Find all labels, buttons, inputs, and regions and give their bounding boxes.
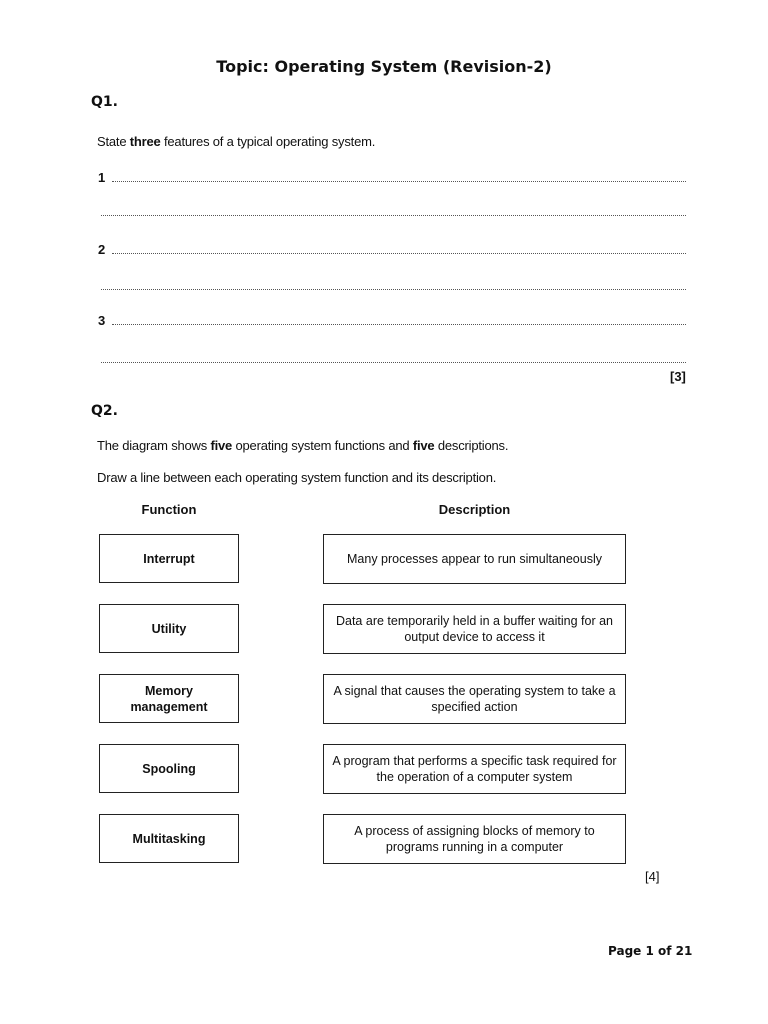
function-box-multitasking[interactable]: Multitasking [99, 814, 239, 863]
answer-line-1a[interactable] [112, 181, 686, 182]
description-box-2[interactable]: Data are temporarily held in a buffer waiting for an output device to access it [323, 604, 626, 654]
function-box-spooling[interactable]: Spooling [99, 744, 239, 793]
answer-number-2: 2 [98, 242, 106, 257]
answer-number-3: 3 [98, 313, 106, 328]
answer-line-1b[interactable] [101, 215, 686, 216]
description-box-3[interactable]: A signal that causes the operating system to take a specified action [323, 674, 626, 724]
q2-label: Q2. [91, 403, 118, 419]
function-column-header: Function [141, 502, 197, 517]
q1-marks: [3] [670, 369, 686, 384]
answer-line-2b[interactable] [101, 289, 686, 290]
function-box-memory-management[interactable]: Memory management [99, 674, 239, 723]
q1-stem: State three features of a typical operating system. [97, 134, 376, 149]
answer-line-3b[interactable] [101, 362, 686, 363]
description-column-header: Description [438, 502, 511, 517]
q1-label: Q1. [91, 94, 118, 110]
answer-line-2a[interactable] [112, 253, 686, 254]
answer-number-1: 1 [98, 170, 106, 185]
description-box-4[interactable]: A program that performs a specific task required for the operation of a computer system [323, 744, 626, 794]
q2-marks: [4] [645, 869, 660, 884]
page-title: Topic: Operating System (Revision-2) [216, 57, 552, 76]
answer-line-3a[interactable] [112, 324, 686, 325]
function-box-utility[interactable]: Utility [99, 604, 239, 653]
page-number: Page 1 of 21 [608, 944, 693, 958]
description-box-1[interactable]: Many processes appear to run simultaneously [323, 534, 626, 584]
description-box-5[interactable]: A process of assigning blocks of memory to programs running in a computer [323, 814, 626, 864]
q2-stem-line2: Draw a line between each operating system function and its description. [97, 470, 497, 485]
function-box-interrupt[interactable]: Interrupt [99, 534, 239, 583]
q2-stem-line1: The diagram shows five operating system functions and five descriptions. [97, 438, 509, 453]
